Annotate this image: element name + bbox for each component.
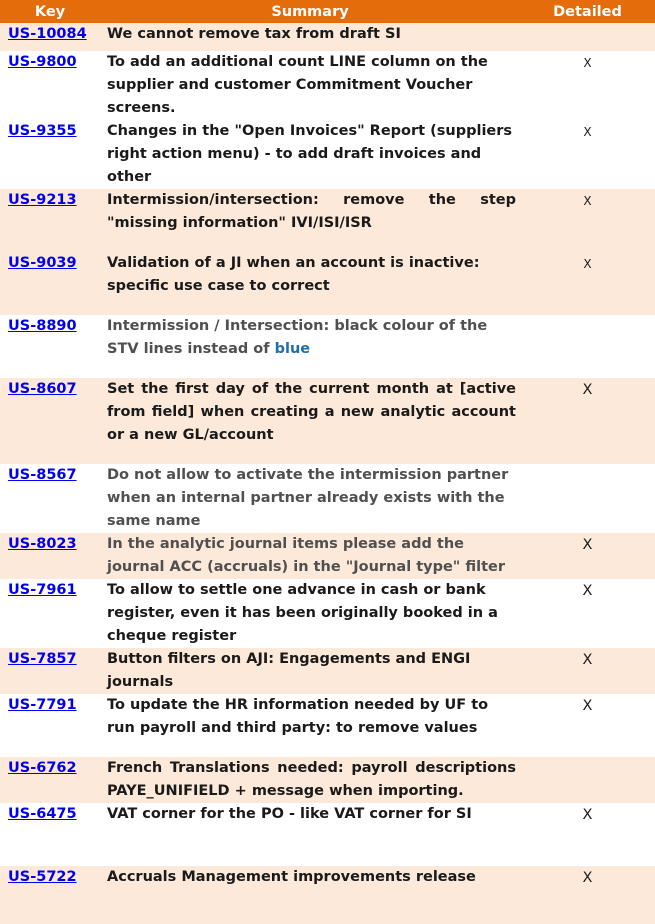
table-row — [0, 464, 655, 533]
issue-key-link[interactable]: US-9800 — [8, 54, 77, 70]
table-row — [0, 189, 655, 252]
table-row-empty — [0, 894, 655, 924]
table-row — [0, 803, 655, 866]
table-row — [0, 648, 655, 694]
table-row — [0, 757, 655, 803]
detailed-mark: X — [520, 866, 655, 894]
issue-summary: Intermission/intersection: remove the step "missing information" IVI/ISI/ISR — [100, 189, 520, 252]
table-row — [0, 866, 655, 894]
issue-summary: To add an additional count LINE column on the supplier and customer Commitment Voucher screens. — [100, 51, 520, 120]
detailed-mark — [520, 464, 655, 533]
issue-summary: In the analytic journal items please add the journal ACC (accruals) in the "Journal type" filter — [100, 533, 520, 579]
table-row — [0, 694, 655, 757]
issue-key-link[interactable]: US-6475 — [8, 806, 77, 822]
issue-summary: Validation of a JI when an account is inactive: specific use case to correct — [100, 252, 520, 315]
issue-key-link[interactable]: US-9213 — [8, 192, 77, 208]
detailed-mark: X — [520, 51, 655, 120]
issue-summary: We cannot remove tax from draft SI — [100, 23, 520, 51]
detailed-mark: X — [520, 648, 655, 694]
issue-key-link[interactable]: US-9039 — [8, 255, 77, 271]
detailed-mark: X — [520, 579, 655, 648]
detailed-mark: X — [520, 252, 655, 315]
issue-summary: Do not allow to activate the intermission partner when an internal partner already exists with the same name — [100, 464, 520, 533]
detailed-mark: X — [520, 694, 655, 757]
table-row — [0, 378, 655, 464]
issue-summary: Button filters on AJI: Engagements and ENGI journals — [100, 648, 520, 694]
issue-summary: French Translations needed: payroll descriptions PAYE_UNIFIELD + message when importing. — [100, 757, 520, 803]
table-row — [0, 252, 655, 315]
issue-summary-text: Intermission / Intersection: black colour of the STV lines instead of — [107, 318, 488, 357]
detailed-mark: X — [520, 803, 655, 866]
column-header-summary[interactable]: Summary — [100, 0, 520, 23]
detailed-mark — [520, 315, 655, 378]
table-row — [0, 51, 655, 120]
issue-summary — [100, 315, 520, 378]
detailed-mark: X — [520, 378, 655, 464]
issue-key-link[interactable]: US-8607 — [8, 381, 77, 397]
issue-summary: To update the HR information needed by UF to run payroll and third party: to remove values — [100, 694, 520, 757]
issue-summary: Accruals Management improvements release — [100, 866, 520, 894]
detailed-mark — [520, 757, 655, 803]
issue-key-link[interactable]: US-8567 — [8, 467, 77, 483]
table-row — [0, 120, 655, 189]
issue-key-link[interactable]: US-7857 — [8, 651, 77, 667]
detailed-mark — [520, 23, 655, 51]
detailed-mark: X — [520, 120, 655, 189]
issue-key-link[interactable]: US-6762 — [8, 760, 77, 776]
issue-summary: Changes in the "Open Invoices" Report (suppliers right action menu) - to add draft invoices and other — [100, 120, 520, 189]
issue-key-link[interactable]: US-5722 — [8, 869, 77, 885]
issue-summary: To allow to settle one advance in cash or bank register, even it has been originally booked in a cheque register — [100, 579, 520, 648]
issue-key-link[interactable]: US-9355 — [8, 123, 77, 139]
issue-key-link[interactable]: US-7791 — [8, 697, 77, 713]
issue-key-link[interactable]: US-7961 — [8, 582, 77, 598]
table-row — [0, 23, 655, 51]
issue-key-link[interactable]: US-8890 — [8, 318, 77, 334]
issue-summary: VAT corner for the PO - like VAT corner for SI — [100, 803, 520, 866]
table-row — [0, 579, 655, 648]
table-row — [0, 315, 655, 378]
table-header-row — [0, 0, 655, 23]
issue-summary-highlight: blue — [274, 341, 311, 357]
column-header-key[interactable]: Key — [0, 0, 100, 23]
issue-key-link[interactable]: US-8023 — [8, 536, 77, 552]
column-header-detailed[interactable]: Detailed — [520, 0, 655, 23]
detailed-mark: X — [520, 533, 655, 579]
issue-key-link[interactable]: US-10084 — [8, 26, 87, 42]
detailed-mark: X — [520, 189, 655, 252]
table-row — [0, 533, 655, 579]
issue-summary: Set the first day of the current month at [active from field] when creating a new analytic account or a new GL/account — [100, 378, 520, 464]
